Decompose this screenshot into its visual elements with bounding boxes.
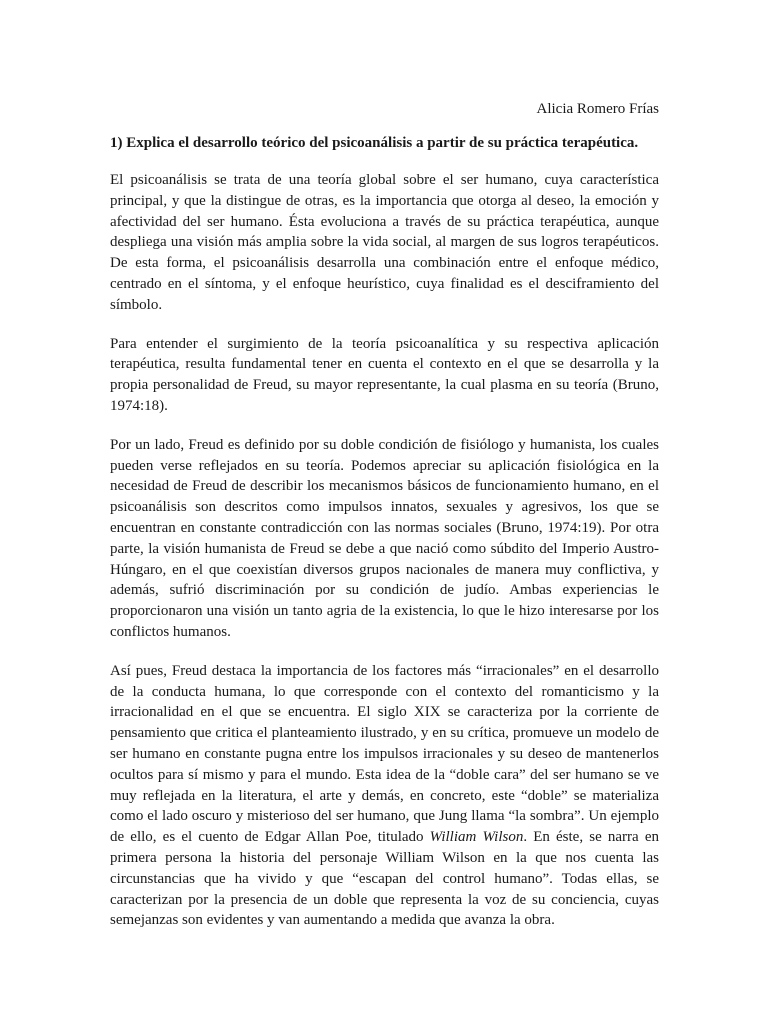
- document-body: [110, 170, 659, 949]
- question-heading: 1) Explica el desarrollo teórico del psicoanálisis a partir de su práctica terapéutica.: [110, 135, 639, 151]
- paragraph-2: Para entender el surgimiento de la teoría psicoanalítica y su respectiva aplicación terapéutica, resulta fundamental tener en cuenta el contexto en el que se desarrolla y la propia personalidad de Freud, su mayor representante, la cual plasma en su teoría (Bruno, 1974:18).: [110, 335, 659, 414]
- story-title: William Wilson: [429, 829, 524, 846]
- paragraph-4: [110, 661, 659, 931]
- paragraph-1: El psicoanálisis se trata de una teoría global sobre el ser humano, cuya característica principal, y que la distingue de otras, es la importancia que otorga al deseo, la emoción y afectividad del ser humano. Ésta evoluciona a través de su práctica terapéutica, aunque despliega una visión más amplia sobre la vida social, al margen de sus logros terapéuticos. De esta forma, el psicoanálisis desarrolla una combinación entre el enfoque médico, centrado en el síntoma, y el enfoque heurístico, cuya finalidad es el desciframiento del símbolo.: [110, 172, 659, 313]
- paragraph-3: Por un lado, Freud es definido por su doble condición de fisiólogo y humanista, los cuales pueden verse reflejados en su teoría. Podemos apreciar su aplicación fisiológica en la necesidad de Freud de describir los mecanismos básicos de funcionamiento humano, en el psicoanálisis son descritos como impulsos innatos, sexuales y agresivos, los que se encuentran en constante contradicción con las normas sociales (Bruno, 1974:19). Por otra parte, la visión humanista de Freud se debe a que nació como súbdito del Imperio Austro-Húngaro, en el que coexistían diversos grupos nacionales de manera muy conflictiva, y además, sufrió discriminación por su condición de judío. Ambas experiencias le proporcionaron una visión un tanto agria de la existencia, lo que le hizo interesarse por los conflictos humanos.: [110, 436, 659, 640]
- paragraph-4-text-end: . En éste, se narra en primera persona la historia del personaje William Wilson en la que nos cuenta las circunstancias que ha vivido y que “escapan del control humano”. Todas ellas, se caracterizan por la presencia de un doble que representa la voz de su conciencia, cuyas semejanzas son evidentes y van aumentando a medida que avanza la obra.: [110, 829, 659, 929]
- author-name: Alicia Romero Frías: [536, 101, 659, 117]
- paragraph-4-text-start: Así pues, Freud destaca la importancia de los factores más “irracionales” en el desarrollo de la conducta humana, lo que corresponde con el contexto del romanticismo y la irracionalidad en el que se encuentra. El siglo XIX se caracteriza por la corriente de pensamiento que critica el planteamiento ilustrado, y en su crítica, promueve un modelo de ser humano en constante pugna entre los impulsos irracionales y su deseo de mantenerlos ocultos para sí mismo y para el mundo. Esta idea de la “doble cara” del ser humano se ve muy reflejada en la literatura, el arte y demás, en concreto, este “doble” se materializa como el lado oscuro y misterioso del ser humano, que Jung llama “la sombra”. Un ejemplo de ello, es el cuento de Edgar Allan Poe, titulado: [110, 662, 659, 846]
